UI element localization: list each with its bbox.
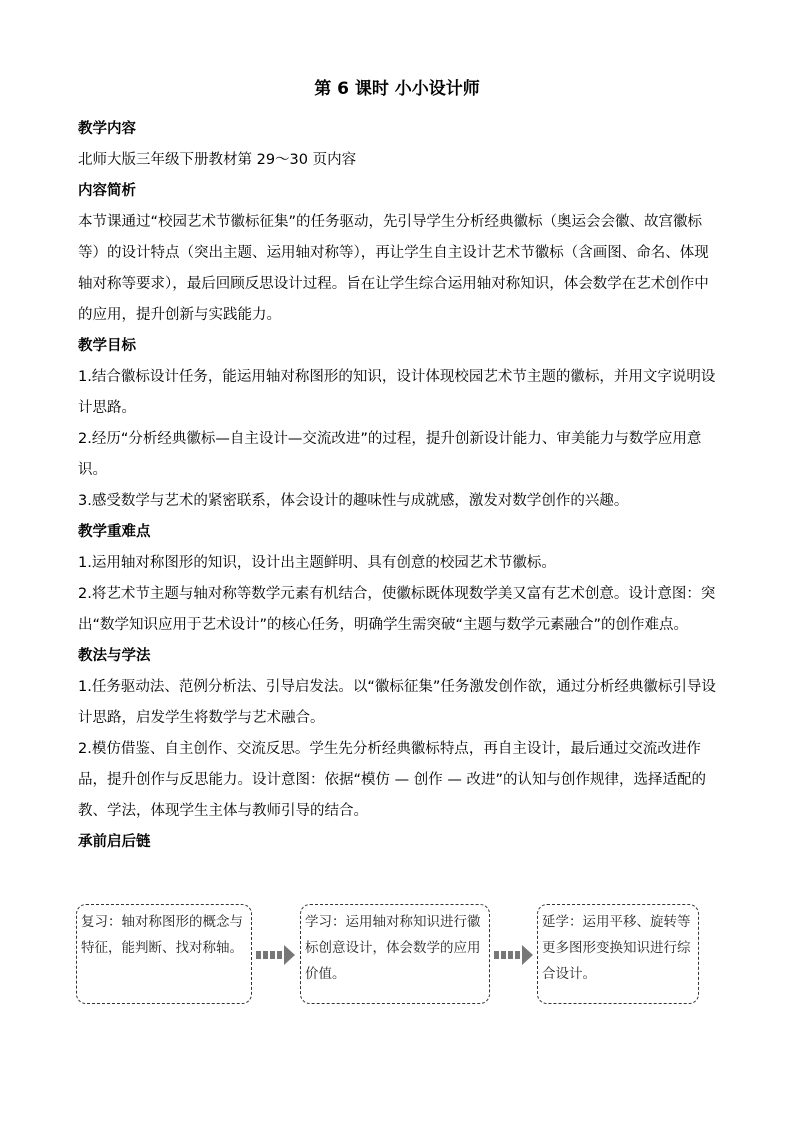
section-heading-methods: 教法与学法	[78, 648, 151, 664]
summary-text: 本节课通过“校园艺术节徽标征集”的任务驱动，先引导学生分析经典徽标（奥运会会徽、故宫徽标等）的设计特点（突出主题、运用轴对称等），再让学生自主设计艺术节徽标（含画图、命名、体现轴对称等要求），最后回顾反思设计过程。旨在让学生综合运用轴对称知识，体会数学在艺术创作中的应用，提升创新与实践能力。	[78, 214, 709, 323]
lesson-content	[78, 114, 718, 858]
chain-box-review: 复习：轴对称图形的概念与特征，能判断、找对称轴。	[76, 904, 252, 1004]
chain-box-extend: 延学：运用平移、旋转等更多图形变换知识进行综合设计。	[537, 904, 699, 1004]
key-point-item: 1.运用轴对称图形的知识，设计出主题鲜明、具有创意的校园艺术节徽标。	[78, 555, 556, 571]
section-heading-key-points: 教学重难点	[78, 524, 151, 540]
lesson-title: 第 6 课时 小小设计师	[314, 79, 480, 99]
arrow-right-icon	[494, 944, 534, 966]
section-heading-goals: 教学目标	[78, 338, 136, 354]
method-item: 2.模仿借鉴、自主创作、交流反思。学生先分析经典徽标特点，再自主设计，最后通过交流改进作品，提升创作与反思能力。设计意图：依据“模仿 — 创作 — 改进”的认知与创作规律，选择适配的教、学法，体现学生主体与教师引导的结合。	[78, 741, 706, 819]
key-point-item: 2.将艺术节主题与轴对称等数学元素有机结合，使徽标既体现数学美又富有艺术创意。设计意图：突出“数学知识应用于艺术设计”的核心任务，明确学生需突破“主题与数学元素融合”的创作难点。	[78, 586, 716, 633]
chain-box-learn: 学习：运用轴对称知识进行徽标创意设计，体会数学的应用价值。	[300, 904, 490, 1004]
arrow-right-icon	[256, 944, 296, 966]
method-item: 1.任务驱动法、范例分析法、引导启发法。以“徽标征集”任务激发创作欲，通过分析经典徽标引导设计思路，启发学生将数学与艺术融合。	[78, 679, 716, 726]
goal-item: 2.经历“分析经典徽标—自主设计—交流改进”的过程，提升创新设计能力、审美能力与数学应用意识。	[78, 431, 702, 478]
section-heading-summary: 内容简析	[78, 183, 136, 199]
section-heading-chain: 承前启后链	[78, 834, 151, 850]
learning-chain	[74, 900, 704, 1010]
section-heading-content: 教学内容	[78, 121, 136, 137]
content-text: 北师大版三年级下册教材第 29～30 页内容	[78, 152, 357, 168]
goal-item: 3.感受数学与艺术的紧密联系，体会设计的趣味性与成就感，激发对数学创作的兴趣。	[78, 493, 629, 509]
goal-item: 1.结合徽标设计任务，能运用轴对称图形的知识，设计体现校园艺术节主题的徽标，并用文字说明设计思路。	[78, 369, 716, 416]
